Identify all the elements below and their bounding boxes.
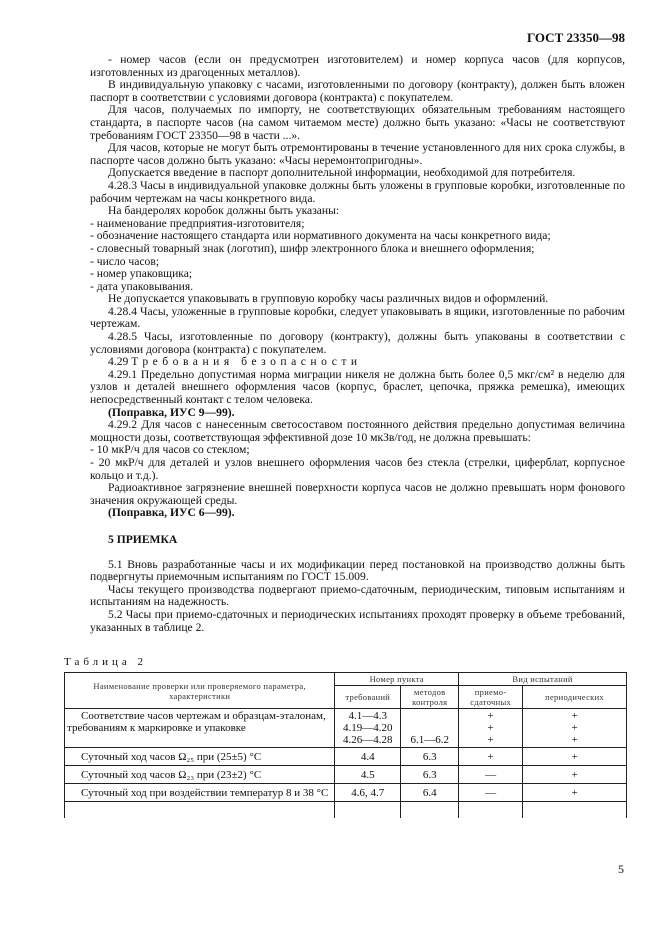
- table-row: [65, 784, 627, 802]
- paragraph: - номер часов (если он предусмотрен изготовителем) и номер корпуса часов (для корпусов, изготовленных из драгоценных металлов).: [90, 53, 625, 79]
- section-heading: 5 ПРИЕМКА: [108, 532, 178, 546]
- header-acceptance: приемо-сдаточных: [459, 686, 523, 709]
- body-text: [90, 54, 625, 634]
- amendment-note: (Поправка, ИУС 9—99).: [108, 405, 235, 419]
- page-number: 5: [618, 862, 624, 876]
- list-item: - 10 мкР/ч для часов со стеклом;: [90, 443, 250, 457]
- paragraph: 5.1 Вновь разработанные часы и их модификации перед постановкой на производство должны быть подвергнуты приемочным испытаниям по ГОСТ 15.009.: [90, 557, 625, 584]
- subsection-number: 4.29: [108, 355, 129, 369]
- cell-method: 6.3: [401, 748, 459, 766]
- cell-req: 4.5: [335, 766, 401, 784]
- cell-req: [335, 709, 401, 748]
- cell-per: +: [523, 784, 627, 802]
- cell-name: Суточный ход при воздействии температур 8 и 38 °С: [65, 784, 335, 802]
- list-item: - дата упаковывания.: [90, 279, 194, 293]
- paragraph: Допускается введение в паспорт дополнительной информации, необходимой для потребителя.: [108, 166, 576, 180]
- cell-name: Суточный ход часов Ω₂₅ при (25±5) °С: [65, 748, 335, 766]
- table-2: [64, 672, 627, 818]
- list-item: - обозначение настоящего стандарта или нормативного документа на часы конкретного вида;: [90, 229, 551, 243]
- paragraph: Часы текущего производства подвергают приемо-сдаточным, периодическим, типовым испытаниям и испытаниям на надежность.: [90, 582, 625, 609]
- header-requirements: требований: [335, 686, 401, 709]
- subsection-heading: [90, 356, 625, 369]
- paragraph: 4.28.4 Часы, уложенные в групповые коробки, следует упаковывать в ящики, изготовленные по рабочим чертежам.: [90, 304, 625, 331]
- req-value: 4.19—4.20: [343, 722, 393, 734]
- cell-req: 4.6, 4.7: [335, 784, 401, 802]
- table-row: [65, 709, 627, 748]
- acc-value: +: [487, 734, 494, 746]
- subsection-title: Требования безопасности: [131, 355, 362, 369]
- list-item: - число часов;: [90, 254, 160, 268]
- paragraph: Не допускается упаковывать в групповую коробку часы различных видов и оформлений.: [108, 292, 549, 306]
- cell-acc: —: [459, 766, 523, 784]
- cell-per: [523, 709, 627, 748]
- paragraph: В индивидуальную упаковку с часами, изготовленными по договору (контракту), должен быть вложен паспорт в соответствии с условиями договора (контракта) с покупателем.: [90, 78, 625, 104]
- cell-name: Суточный ход часов Ω₂₃ при (23±2) °С: [65, 766, 335, 784]
- header-periodic: периодических: [523, 686, 627, 709]
- paragraph: Для часов, которые не могут быть отремонтированы в течение установленного для них срока службы, в паспорте часов должно быть указано: «Часы неремонтопригодны».: [90, 141, 625, 167]
- table-caption: Таблица 2: [64, 656, 148, 668]
- acc-value: +: [487, 710, 494, 722]
- document-header: ГОСТ 23350—98: [526, 30, 625, 45]
- cell-per: +: [523, 748, 627, 766]
- per-value: +: [571, 722, 578, 734]
- header-name: Наименование проверки или проверяемого параметра, характеристики: [65, 673, 335, 709]
- cell-acc: [459, 709, 523, 748]
- paragraph: 4.29.2 Для часов с нанесенным светосоставом постоянного действия предельно допустимая величина мощности дозы, соответствующая эффективной дозе 10 мкЗв/год, не должна превышать:: [90, 418, 625, 444]
- req-value: 4.1—4.3: [348, 710, 388, 722]
- table-row: [65, 766, 627, 784]
- cell-name: Соответствие часов чертежам и образцам-эталонам, требованиям к маркировке и упаковке: [65, 709, 335, 748]
- paragraph: Радиоактивное загрязнение внешней поверхности корпуса часов не должно превышать норм фонового значения окружающей среды.: [90, 481, 625, 507]
- cell-acc: —: [459, 784, 523, 802]
- paragraph: 4.28.5 Часы, изготовленные по договору (контракту), должны быть упакованы в соответствии с условиями договора (контракта) с покупателем.: [90, 330, 625, 356]
- paragraph: На бандеролях коробок должны быть указаны:: [108, 204, 340, 218]
- header-item-number: Номер пункта: [335, 673, 459, 686]
- cell-per: +: [523, 766, 627, 784]
- list-item: - словесный товарный знак (логотип), шифр электронного блока и внешнего оформления;: [90, 241, 535, 255]
- list-item: - номер упаковщика;: [90, 267, 193, 281]
- header-methods: методов контроля: [401, 686, 459, 709]
- table-row: [65, 748, 627, 766]
- cell-method: 6.3: [401, 766, 459, 784]
- paragraph: 4.28.3 Часы в индивидуальной упаковке должны быть уложены в групповые коробки, изготовленные по рабочим чертежам на часы конкретного вида.: [90, 178, 625, 205]
- cell-method: 6.4: [401, 784, 459, 802]
- acc-value: +: [487, 722, 494, 734]
- cell-acc: +: [459, 748, 523, 766]
- table-continuation: [65, 802, 627, 819]
- list-item: - 20 мкР/ч для деталей и узлов внешнего оформления часов без стекла (стрелки, циферблат, корпусное кольцо и т.д.).: [90, 456, 625, 482]
- per-value: +: [571, 710, 578, 722]
- paragraph: 4.29.1 Предельно допустимая норма миграции никеля не должна быть более 0,5 мкг/см² в неделю для узлов и деталей внешнего оформления часов (корпус, браслет, цепочка, пряжка ремешка), имеющих непосредственный контакт с телом человека.: [90, 367, 625, 407]
- paragraph: 5.2 Часы при приемо-сдаточных и периодических испытаниях проходят проверку в объеме требований, указанных в таблице 2.: [90, 607, 625, 634]
- header-test-type: Вид испытаний: [459, 673, 627, 686]
- amendment-note: (Поправка, ИУС 6—99).: [108, 506, 235, 520]
- per-value: +: [571, 734, 578, 746]
- paragraph: Для часов, получаемых по импорту, не соответствующих обязательным требованиям настоящего стандарта, в паспорте часов (на самом читаемом месте) должно быть указано: «Часы не соответствуют требованиям ГОСТ 23350—98 в части ...».: [90, 103, 625, 142]
- cell-req: 4.4: [335, 748, 401, 766]
- cell-method: 6.1—6.2: [401, 709, 459, 748]
- list-item: - наименование предприятия-изготовителя;: [90, 216, 305, 230]
- req-value: 4.26—4.28: [343, 734, 393, 746]
